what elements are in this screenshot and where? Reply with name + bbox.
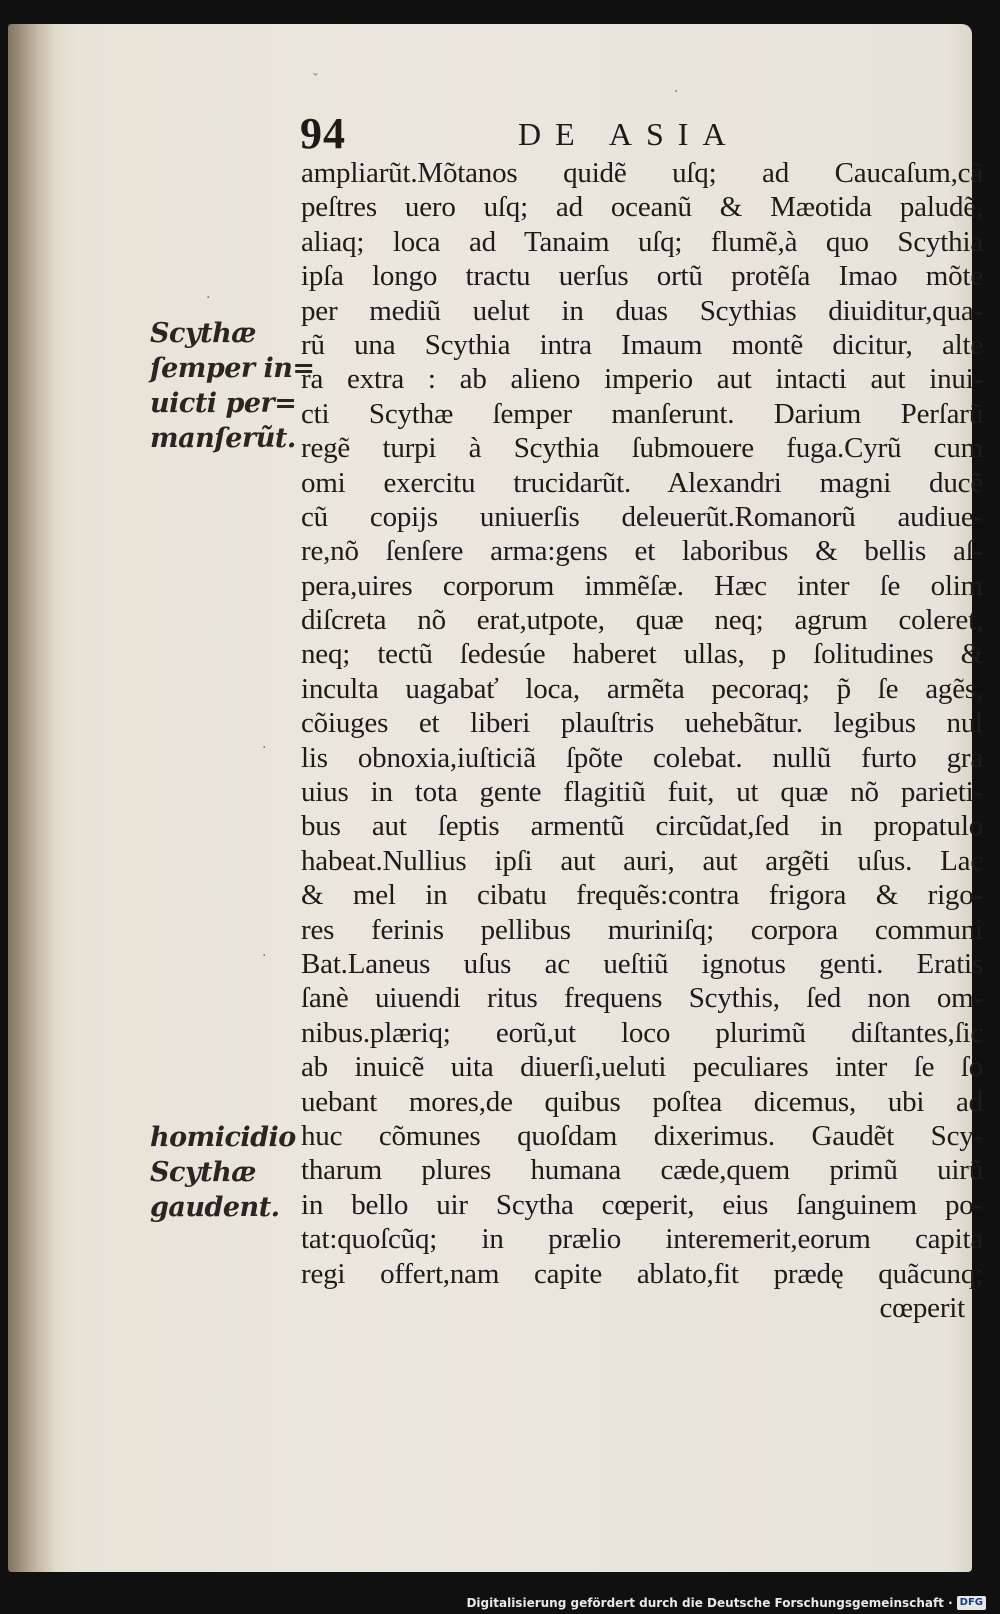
marginal-note-line: uicti per=: [150, 388, 297, 419]
marginal-note-line: Scythæ: [150, 318, 256, 349]
text-line: ſanè uiuendi ritus frequens Scythis, ſed non om-: [301, 982, 983, 1015]
marginal-note-line: gaudent.: [150, 1192, 280, 1223]
text-line: diſcreta nõ erat,utpote, quæ neq; agrum coleret,: [301, 604, 983, 637]
text-line: tat:quoſcũq; in prælio interemerit,eorum capita: [301, 1223, 983, 1256]
ink-speck: ·: [262, 740, 267, 756]
running-head: [300, 108, 780, 158]
page-number: 94: [300, 109, 346, 158]
text-line: inculta uagabať loca, armẽta pecoraq; p̃ ſe agẽs,: [301, 672, 983, 705]
text-line: nibus.plæriq; eorũ,ut loco plurimũ diſtantes,ſic: [301, 1016, 983, 1049]
marginal-note: [150, 1120, 296, 1225]
text-line: in bello uir Scytha cœperit, eius ſanguinem po-: [301, 1188, 983, 1221]
credit-text: Digitalisierung gefördert durch die Deutsche Forschungsgemeinschaft ·: [466, 1596, 953, 1610]
marginal-note-line: Scythæ: [150, 1157, 256, 1188]
body-text: [301, 156, 983, 1325]
text-line: res ferinis pellibus muriniſq; corpora communi: [301, 913, 983, 946]
text-line: per mediũ uelut in duas Scythias diuiditur,qua-: [301, 294, 983, 327]
text-line: peſtres uero uſq; ad oceanũ & Mæotida paludẽ,: [301, 191, 983, 224]
text-line: ipſa longo tractu uerſus ortũ protẽſa Imao mõte: [301, 260, 983, 293]
text-line: bus aut ſeptis armentũ circũdat,ſed in propatulo: [301, 810, 983, 843]
text-line: tharum plures humana cæde,quem primũ uirũ: [301, 1154, 983, 1187]
running-title: DE ASIA: [518, 116, 740, 152]
text-line: rũ una Scythia intra Imaum montẽ dicitur, alte: [301, 328, 983, 361]
text-line: omi exercitu trucidarũt. Alexandri magni ducẽ: [301, 466, 983, 499]
catchword: cœperit: [879, 1291, 965, 1324]
text-line: re,nõ ſenſere arma:gens et laboribus & bellis aſ-: [301, 535, 983, 568]
marginal-note-line: ſemper in=: [150, 353, 315, 384]
text-line: regẽ turpi à Scythia ſubmouere fuga.Cyrũ cum: [301, 432, 983, 465]
text-line: cũ copijs uniuerſis deleuerũt.Romanorũ audiue-: [301, 500, 983, 533]
text-line: aliaq; loca ad Tanaim uſq; flumẽ,à quo Scythia: [301, 225, 983, 258]
dfg-logo: DFG: [957, 1596, 986, 1610]
marginal-note: [150, 316, 315, 456]
marginal-note-line: manſerũt.: [150, 423, 296, 454]
text-line: uebant mores,de quibus poſtea dicemus, ubi ad: [301, 1085, 983, 1118]
text-line: uius in tota gente flagitiũ fuit, ut quæ nõ parieti-: [301, 776, 983, 809]
text-line: habeat.Nullius ipſi aut auri, aut argẽti uſus. Lac: [301, 844, 983, 877]
text-line: ra extra : ab alieno imperio aut intacti aut inui-: [301, 363, 983, 396]
ink-speck: ·: [674, 84, 679, 100]
gutter-shadow: [8, 24, 56, 1572]
text-line: cõiuges et liberi plauſtris uehebãtur. legibus nul: [301, 707, 983, 740]
text-line: huc cõmunes quoſdam dixerimus. Gaudẽt Scy-: [301, 1119, 983, 1152]
digitization-credit: [466, 1596, 986, 1610]
text-line: cti Scythæ ſemper manſerunt. Darium Perſarũ: [301, 397, 983, 430]
ink-speck: ˇ: [312, 72, 319, 88]
text-line: neq; tectũ ſedesúe haberet ullas, p ſolitudines &: [301, 638, 983, 671]
text-line: Bat.Laneus uſus ac ueſtiũ ignotus genti. Eratis: [301, 947, 983, 980]
marginal-note-line: homicidio: [150, 1122, 296, 1153]
ink-speck: ·: [262, 948, 267, 964]
text-line: & mel in cibatu frequẽs:contra frigora & rigo-: [301, 879, 983, 912]
ink-speck: ·: [206, 290, 211, 306]
text-line: lis obnoxia,iuſticiã ſpõte colebat. nullũ furto gra: [301, 741, 983, 774]
text-line: ab inuicẽ uita diuerſi,ueluti peculiares inter ſe ſo: [301, 1051, 983, 1084]
text-line: regi offert,nam capite ablato,fit prædę quãcunq;: [301, 1257, 983, 1290]
text-line: ampliarũt.Mõtanos quidẽ uſq; ad Caucaſum,cã: [301, 157, 983, 189]
text-line: pera,uires corporum immẽſæ. Hæc inter ſe olim: [301, 569, 983, 602]
